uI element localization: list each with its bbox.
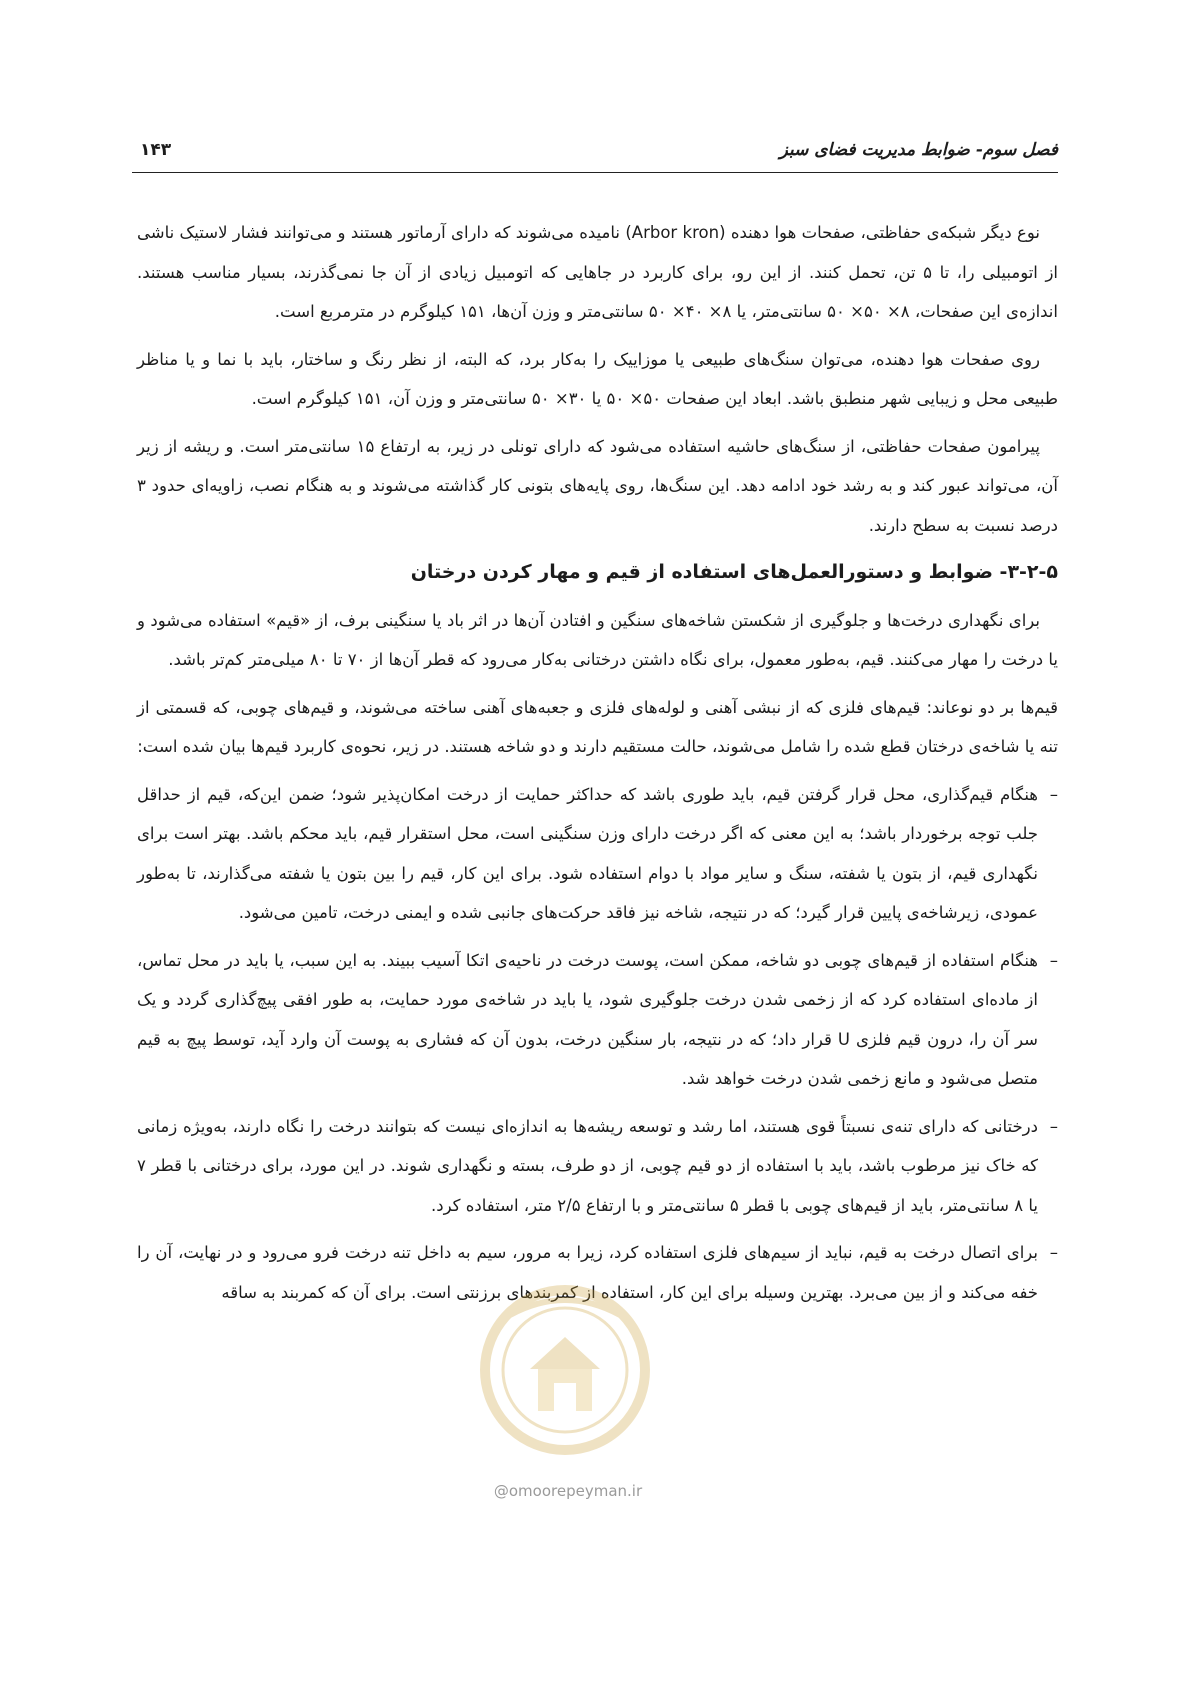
watermark-logo-icon bbox=[470, 1275, 660, 1475]
paragraph-edge-stones: پیرامون صفحات حفاظتی، از سنگ‌های حاشیه استفاده می‌شود که دارای تونلی در زیر، به ارتفاع ۱۵ سانتی‌متر است. و ریشه از زیر آن، می‌تواند عبور کند و به رشد خود ادامه دهد. این سنگ‌ها، روی پایه‌های بتونی کار گذاشته می‌شوند و به هنگام نصب، زاویه‌ای حدود ۳ درصد نسبت به سطح دارند. bbox=[137, 436, 1058, 535]
paragraph-stakes-intro: برای نگهداری درخت‌ها و جلوگیری از شکستن شاخه‌های سنگین و افتادن آن‌ها در اثر باد یا سنگینی برف، از «قیم» استفاده می‌شود و یا درخت را مهار می‌کنند. قیم، به‌طور معمول، برای نگاه داشتن درختانی به‌کار می‌رود که قطر آن‌ها از ۷۰ تا ۸۰ میلی‌متر کم‌تر باشد. bbox=[137, 610, 1058, 669]
paragraph-arbor-kron: نوع دیگر شبکه‌ی حفاظتی، صفحات هوا دهنده (Arbor kron) نامیده می‌شوند که دارای آرماتور هستند و می‌توانند فشار لاستیک ناشی از اتومبیلی را، تا ۵ تن، تحمل کنند. از این رو، برای کاربرد در جاهایی که اتومبیل زیادی از آن جا نمی‌گذرند، بسیار مناسب هستند. اندازه‌ی این صفحات، ۸× ۵۰× ۵۰ سانتی‌متر، یا ۸× ۴۰× ۵۰ سانتی‌متر و وزن آن‌ها، ۱۵۱ کیلوگرم در مترمربع است. bbox=[137, 223, 1058, 321]
list-item-text: برای اتصال درخت به قیم، نباید از سیم‌های فلزی استفاده کرد، زیرا به مرور، سیم به داخل تنه درخت فرو می‌رود و در نهایت، آن را خفه می‌کند و از بین می‌برد. بهترین وسیله برای این کار، استفاده از کمربندهای برزنتی است. برای آن که کمربند به ساقه bbox=[137, 1243, 1038, 1302]
guideline-list bbox=[137, 775, 1058, 1313]
list-item-text: درختانی که دارای تنه‌ی نسبتاً قوی هستند، اما رشد و توسعه ریشه‌ها به اندازه‌ای نیست که بتوانند درخت را نگاه دارند، به‌ویژه زمانی که خاک نیز مرطوب باشد، باید با استفاده از دو قیم چوبی، از دو طرف، بسته و نگهداری شوند. در این مورد، برای درختانی با قطر ۷ یا ۸ سانتی‌متر، باید از قیم‌های چوبی با قطر ۵ سانتی‌متر و با ارتفاع ۲/۵ متر، استفاده کرد. bbox=[137, 1116, 1038, 1215]
dash-bullet: – bbox=[1049, 784, 1058, 804]
body-text bbox=[137, 213, 1058, 1320]
list-item bbox=[137, 775, 1058, 933]
dash-bullet: – bbox=[1049, 1116, 1058, 1136]
page-number: ۱۴۳ bbox=[140, 140, 172, 160]
list-item-text: هنگام استفاده از قیم‌های چوبی دو شاخه، ممکن است، پوست درخت در ناحیه‌ی اتکا آسیب ببیند. به این سبب، یا باید در محل تماس، از ماده‌ای استفاده کرد که از زخمی شدن درخت جلوگیری شود، یا باید در شاخه‌ی مورد حمایت، به طور افقی پیچ‌گذاری گردد و یک سر آن را، درون قیم فلزی U قرار داد؛ که در نتیجه، بار سنگین درخت، بدون آن که فشاری به پوست آن وارد آید، توسط پیچ به قیم متصل می‌شود و مانع زخمی شدن درخت خواهد شد. bbox=[137, 950, 1038, 1088]
dash-bullet: – bbox=[1049, 950, 1058, 970]
section-heading: ۳-۲-۵- ضوابط و دستورالعمل‌های استفاده از قیم و مهار کردن درختان bbox=[410, 561, 1058, 583]
list-item bbox=[137, 1107, 1058, 1226]
watermark-url: @omoorepeyman.ir bbox=[493, 1482, 643, 1500]
paragraph-stones-on-plates: روی صفحات هوا دهنده، می‌توان سنگ‌های طبیعی یا موزاییک را به‌کار برد، که البته، از نظر رنگ و ساختار، باید با نما و یا مناظر طبیعی محل و زیبایی شهر منطبق باشد. ابعاد این صفحات ۵۰× ۵۰ یا ۳۰× ۵۰ سانتی‌متر و وزن آن، ۱۵۱ کیلوگرم است. bbox=[137, 349, 1058, 408]
paragraph-stake-types: قیم‌ها بر دو نوعاند: قیم‌های فلزی که از نبشی آهنی و لوله‌های فلزی و جعبه‌های آهنی ساخته می‌شوند، و قیم‌های چوبی، که قسمتی از تنه یا شاخه‌ی درختان قطع شده را شامل می‌شوند، حالت مستقیم دارند و دو شاخه هستند. در زیر، نحوه‌ی کاربرد قیم‌ها بیان شده است: bbox=[137, 697, 1058, 756]
chapter-title: فصل سوم- ضوابط مدیریت فضای سبز bbox=[779, 140, 1058, 160]
running-header bbox=[132, 136, 1058, 173]
list-item-text: هنگام قیم‌گذاری، محل قرار گرفتن قیم، باید طوری باشد که حداکثر حمایت از درخت امکان‌پذیر شود؛ ضمن این‌که، قیم از حداقل جلب توجه برخوردار باشد؛ به این معنی که اگر درخت دارای وزن سنگینی است، محل استقرار قیم، باید محکم باشد. بهتر است برای نگهداری قیم، از بتون یا شفته، سنگ و سایر مواد با دوام استفاده شود. برای این کار، قیم را بین بتون یا شفته می‌گذارند، تا به‌طور عمودی، زیرشاخه‌ی پایین قرار گیرد؛ که در نتیجه، شاخه نیز فاقد حرکت‌های جانبی شده و ایمنی درخت، تامین می‌شود. bbox=[137, 784, 1038, 922]
dash-bullet: – bbox=[1049, 1243, 1058, 1262]
list-item bbox=[137, 941, 1058, 1099]
